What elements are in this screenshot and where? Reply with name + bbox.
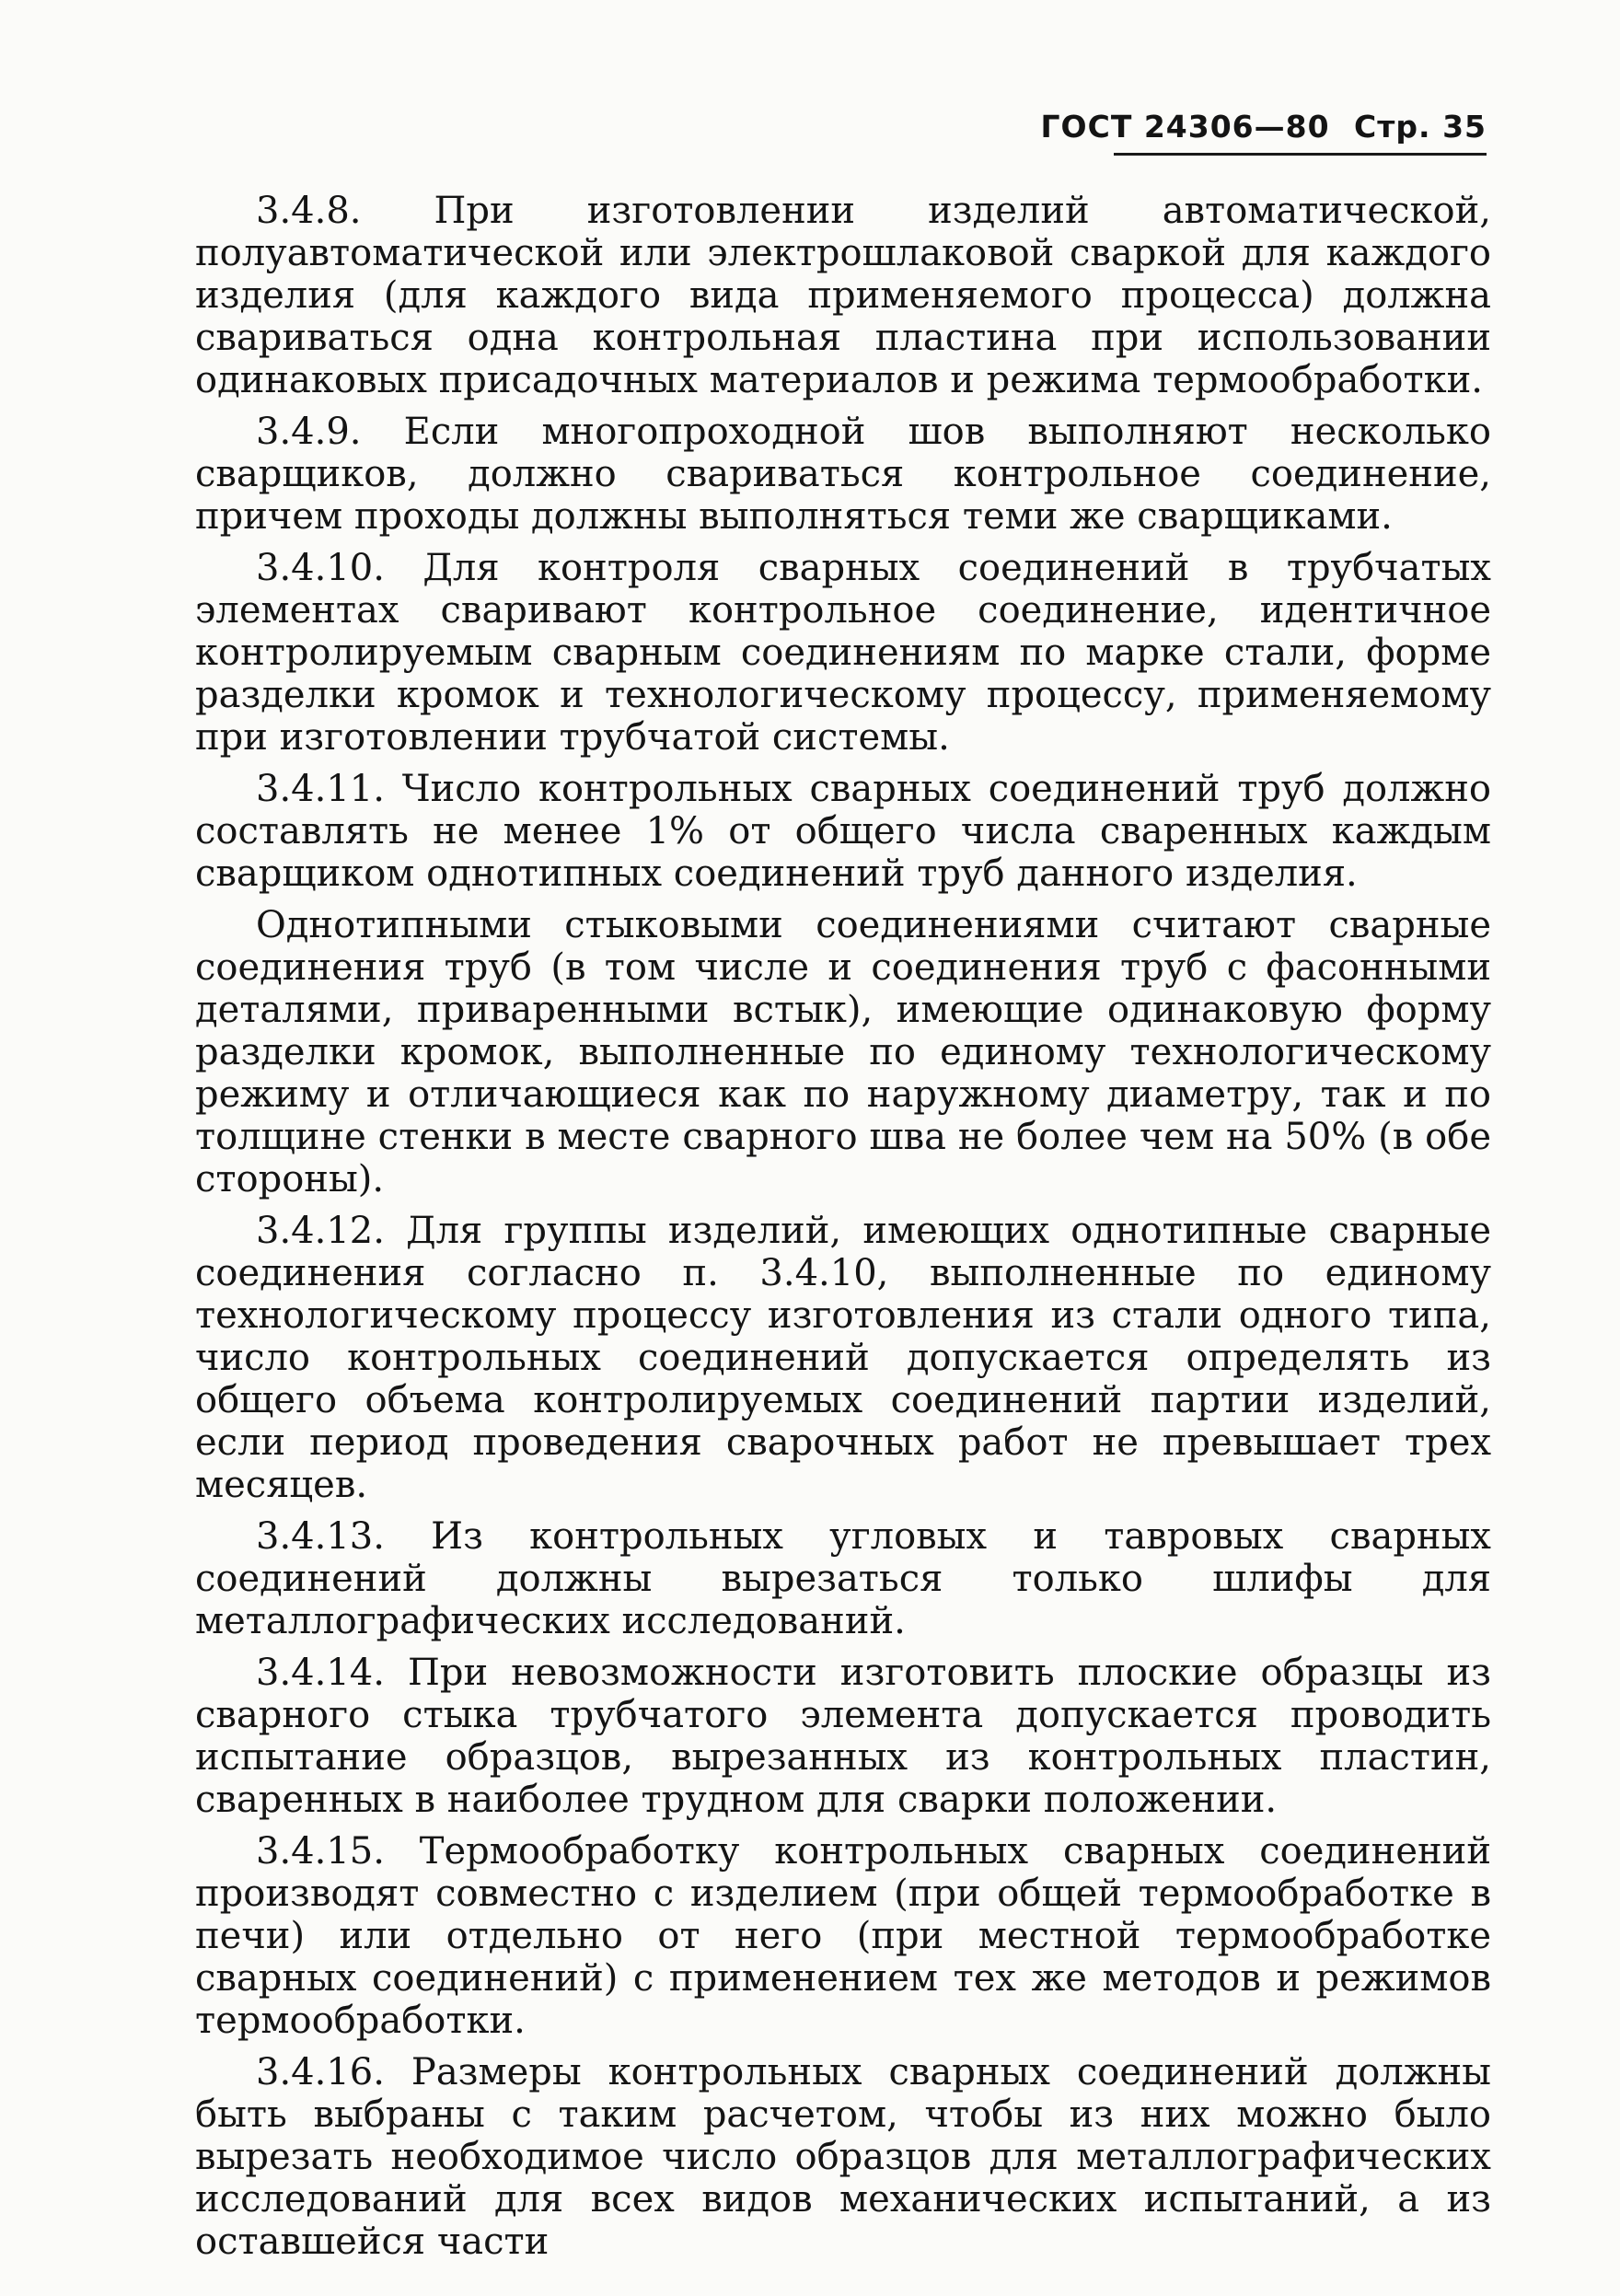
paragraph-3-4-15: 3.4.15. Термообработку контрольных сварных соединений производят совместно с изделием (при общей термообработке в печи) или отдельно от него (при местной термообработке сварных соединений) с применением тех же методов и режимов термообработки. [195,1830,1491,2042]
paragraph-3-4-10: 3.4.10. Для контроля сварных соединений в трубчатых элементах сваривают контрольное соединение, идентичное контролируемым сварным соединениям по марке стали, форме разделки кромок и технологическому процессу, применяемому при изготовлении трубчатой системы. [195,547,1491,759]
page-header [1040,109,1487,160]
paragraph-definition-same-type: Однотипными стыковыми соединениями считают сварные соединения труб (в том числе и соединения труб с фасонными деталями, приваренными встык), имеющие одинаковую форму разделки кромок, выполненные по единому технологическому режиму и отличающиеся как по наружному диаметру, так и по толщине стенки в месте сварного шва не более чем на 50% (в обе стороны). [195,904,1491,1200]
paragraph-3-4-14: 3.4.14. При невозможности изготовить плоские образцы из сварного стыка трубчатого элемента допускается проводить испытание образцов, вырезанных из контрольных пластин, сваренных в наиболее трудном для сварки положении. [195,1652,1491,1821]
paragraph-3-4-16: 3.4.16. Размеры контрольных сварных соединений должны быть выбраны с таким расчетом, чтобы из них можно было вырезать необходимое число образцов для металлографических исследований для всех видов механических испытаний, а из оставшейся части [195,2051,1491,2263]
page-number: 35 [1442,109,1487,145]
header-rule [1114,153,1487,156]
paragraph-3-4-8: 3.4.8. При изготовлении изделий автоматической, полуавтоматической или электрошлаковой сваркой для каждого изделия (для каждого вида применяемого процесса) должна свариваться одна контрольная пластина при использовании одинаковых присадочных материалов и режима термообработки. [195,190,1491,401]
page-label: Стр. [1354,109,1431,145]
paragraph-3-4-9: 3.4.9. Если многопроходной шов выполняют несколько сварщиков, должно свариваться контрольное соединение, причем проходы должны выполняться теми же сварщиками. [195,411,1491,538]
document-body [195,190,1491,2272]
standard-code: ГОСТ 24306—80 [1040,109,1330,145]
paragraph-3-4-13: 3.4.13. Из контрольных угловых и тавровых сварных соединений должны вырезаться только шлифы для металлографических исследований. [195,1515,1491,1642]
paragraph-3-4-11: 3.4.11. Число контрольных сварных соединений труб должно составлять не менее 1% от общего числа сваренных каждым сварщиком однотипных соединений труб данного изделия. [195,768,1491,895]
running-header [1041,109,1487,145]
paragraph-3-4-12: 3.4.12. Для группы изделий, имеющих однотипные сварные соединения согласно п. 3.4.10, выполненные по единому технологическому процессу изготовления из стали одного типа, число контрольных соединений допускается определять из общего объема контролируемых соединений партии изделий, если период проведения сварочных работ не превышает трех месяцев. [195,1210,1491,1506]
